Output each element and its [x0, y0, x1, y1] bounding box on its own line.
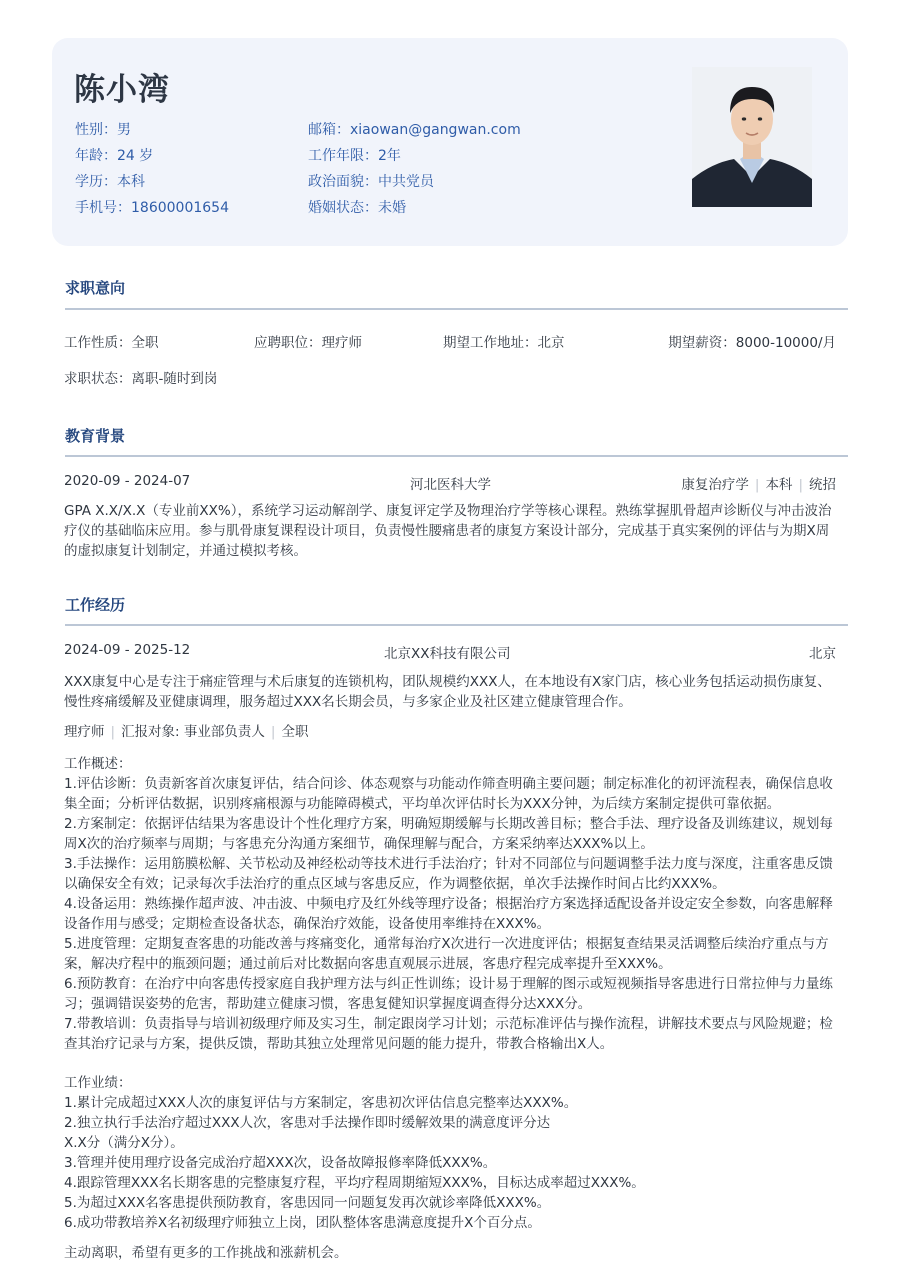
email-value[interactable]: xiaowan@gangwan.com — [350, 122, 521, 138]
intent-location-value: 北京 — [537, 335, 565, 351]
company-description: XXX康复中心是专注于痛症管理与术后康复的连锁机构，团队规模约XXX人，在本地设有X家门店，核心业务包括运动损伤康复、慢性疼痛缓解及亚健康调理，服务超过XXX名长期会员，与多家企业及社区建立健康管理合作。 — [64, 674, 831, 710]
intent-status-label: 求职状态： — [64, 371, 132, 387]
work-role: 理疗师 — [64, 724, 105, 740]
intent-salary-value: 8000-10000/月 — [735, 335, 836, 351]
education-mode: 统招 — [809, 477, 836, 493]
candidate-name: 陈小湾 — [74, 72, 170, 108]
intent-type-value: 全职 — [131, 335, 159, 351]
intent-status — [64, 367, 217, 387]
tag-separator: | — [270, 724, 276, 740]
work-report: 汇报对象: 事业部负责人 — [121, 724, 265, 740]
age-row — [75, 147, 153, 165]
duty-item: 3.手法操作：运用筋膜松解、关节松动及神经松动等技术进行手法治疗；针对不同部位与问题调整手法力度与深度，注重客患反馈以确保安全有效；记录每次手法治疗的重点区域与客患反应，作为调整依据，单次手法操作时间占比约XXX%。 — [64, 856, 833, 892]
leave-reason: 主动离职，希望有更多的工作挑战和涨薪机会。 — [64, 1245, 348, 1261]
work-kind: 全职 — [281, 724, 309, 740]
result-item: 3.管理并使用理疗设备完成治疗超XXX次，设备故障报修率降低XXX%。 — [64, 1155, 497, 1171]
education-label: 学历： — [75, 174, 117, 190]
gender-label: 性别： — [75, 122, 117, 138]
section-title-work: 工作经历 — [65, 596, 126, 614]
education-value: 本科 — [117, 174, 145, 190]
intent-type — [64, 331, 159, 351]
age-label: 年龄： — [75, 148, 117, 164]
gender-row — [75, 121, 131, 139]
work-results-title: 工作业绩： — [64, 1075, 132, 1091]
phone-value: 18600001654 — [131, 200, 229, 216]
education-row — [75, 173, 145, 191]
duty-item: 4.设备运用：熟练操作超声波、冲击波、中频电疗及红外线等理疗设备；根据治疗方案选择适配设备并设定安全参数，向客患解释设备作用与感受；定期检查设备状态，确保治疗效能，设备使用率维持在XXX%。 — [64, 896, 833, 932]
work-summary — [64, 754, 838, 1054]
marital-value: 未婚 — [378, 200, 406, 216]
marital-row — [308, 199, 406, 217]
intent-salary-label: 期望薪资： — [668, 335, 736, 351]
political-value: 中共党员 — [378, 174, 434, 190]
political-label: 政治面貌： — [308, 174, 378, 190]
duty-item: 2.方案制定：依据评估结果为客患设计个性化理疗方案，明确短期缓解与长期改善目标；整合手法、理疗设备及训练建议，规划每周X次的治疗频率与周期；与客患充分沟通方案细节，确保理解与配合，方案采纳率达XXX%以上。 — [64, 816, 833, 852]
section-title-intent: 求职意向 — [65, 279, 126, 297]
gender-value: 男 — [117, 122, 131, 138]
result-item: 4.跟踪管理XXX名长期客患的完整康复疗程，平均疗程周期缩短XXX%，目标达成率超过XXX%。 — [64, 1175, 645, 1191]
education-description: GPA X.X/X.X（专业前XX%），系统学习运动解剖学、康复评定学及物理治疗学等核心课程。熟练掌握肌骨超声诊断仪与冲击波治疗仪的基础临床应用。参与肌骨康复课程设计项目，负责慢性腰痛患者的康复方案设计部分，完成基于真实案例的评估与为期X周的虚拟康复计划制定，并通过模拟考核。 — [64, 503, 832, 559]
section-title-education: 教育背景 — [65, 427, 126, 445]
work-company: 北京XX科技有限公司 — [384, 646, 511, 662]
result-item: 2.独立执行手法治疗超过XXX人次，客患对手法操作即时缓解效果的满意度评分达 — [64, 1115, 551, 1131]
section-divider — [65, 455, 848, 457]
intent-salary — [668, 331, 836, 351]
email-row — [308, 121, 521, 139]
years-label: 工作年限： — [308, 148, 378, 164]
work-city: 北京 — [809, 646, 836, 662]
duty-item: 7.带教培训：负责指导与培训初级理疗师及实习生，制定跟岗学习计划；示范标准评估与操作流程，讲解技术要点与风险规避；检查其治疗记录与方案，提供反馈，帮助其独立处理常见问题的能力提升，带教合格输出X人。 — [64, 1016, 833, 1052]
result-item: 1.累计完成超过XXX人次的康复评估与方案制定，客患初次评估信息完整率达XXX%。 — [64, 1095, 578, 1111]
result-item: X.X分（满分X分）。 — [64, 1135, 184, 1151]
phone-row — [75, 199, 229, 217]
result-item: 5.为超过XXX名客患提供预防教育，客患因同一问题复发再次就诊率降低XXX%。 — [64, 1195, 551, 1211]
tag-separator: | — [110, 724, 116, 740]
intent-type-label: 工作性质： — [64, 335, 132, 351]
duty-item: 5.进度管理：定期复查客患的功能改善与疼痛变化，通常每治疗X次进行一次进度评估；根据复查结果灵活调整后续治疗重点与方案，解决疗程中的瓶颈问题；通过前后对比数据向客患直观展示进展，客患疗程完成率提升至XXX%。 — [64, 936, 829, 972]
education-period: 2020-09 - 2024-07 — [64, 473, 191, 489]
education-school: 河北医科大学 — [410, 477, 491, 493]
work-role-tags — [64, 720, 308, 740]
result-item: 6.成功带教培养X名初级理疗师独立上岗，团队整体客患满意度提升X个百分点。 — [64, 1215, 541, 1231]
duty-item: 1.评估诊断：负责新客首次康复评估，结合问诊、体态观察与功能动作筛查明确主要问题；制定标准化的初评流程表，确保信息收集全面；分析评估数据，识别疼痛根源与功能障碍模式，平均单次评估时长为XXX分钟，为后续方案制定提供可靠依据。 — [64, 776, 833, 812]
portrait-icon — [692, 67, 812, 207]
years-value: 2年 — [378, 148, 401, 164]
age-value: 24 岁 — [117, 148, 154, 164]
work-results — [64, 1073, 838, 1233]
avatar-photo — [692, 67, 812, 207]
intent-position-value: 理疗师 — [321, 335, 362, 351]
education-degree: 本科 — [765, 477, 793, 493]
tag-separator: | — [754, 477, 760, 493]
intent-location — [443, 331, 565, 351]
work-summary-title: 工作概述： — [64, 756, 132, 772]
intent-location-label: 期望工作地址： — [443, 335, 538, 351]
duty-item: 6.预防教育：在治疗中向客患传授家庭自我护理方法与纠正性训练；设计易于理解的图示或短视频指导客患进行日常拉伸与力量练习；强调错误姿势的危害，帮助建立健康习惯，客患复健知识掌握度调查得分达XXX分。 — [64, 976, 833, 1012]
education-major: 康复治疗学 — [681, 477, 749, 493]
intent-position — [254, 331, 362, 351]
marital-label: 婚姻状态： — [308, 200, 378, 216]
section-divider — [65, 624, 848, 626]
education-tags — [681, 473, 836, 493]
intent-status-value: 离职-随时到岗 — [131, 371, 218, 387]
email-label: 邮箱： — [308, 122, 350, 138]
tag-separator: | — [798, 477, 803, 493]
intent-position-label: 应聘职位： — [254, 335, 322, 351]
section-divider — [65, 308, 848, 310]
phone-label: 手机号： — [75, 200, 131, 216]
political-row — [308, 173, 434, 191]
years-row — [308, 147, 401, 165]
profile-card — [52, 38, 848, 246]
work-period: 2024-09 - 2025-12 — [64, 642, 191, 658]
